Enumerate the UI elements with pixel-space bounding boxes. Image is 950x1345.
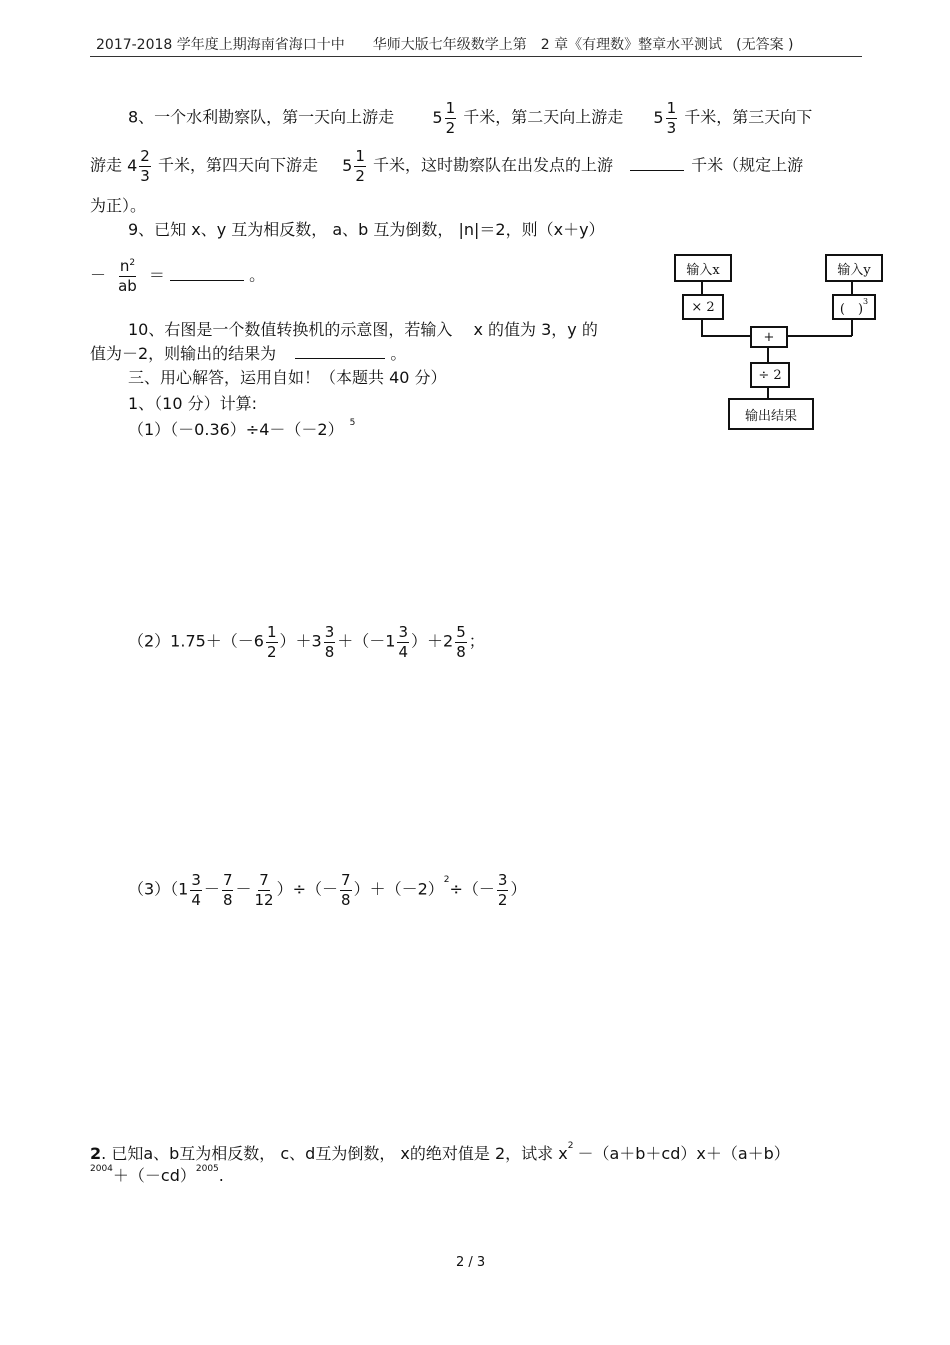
question-9-line-2 bbox=[90, 258, 265, 294]
q9-minus: － bbox=[90, 265, 107, 285]
q10-answer-blank[interactable] bbox=[295, 346, 385, 359]
sub2-f1-den: 2 bbox=[267, 642, 277, 661]
q8-m1-frac bbox=[445, 100, 457, 136]
p2-d: . bbox=[218, 1166, 224, 1185]
problem-1-sub-3 bbox=[128, 872, 526, 908]
q8-m1-num: 1 bbox=[445, 99, 456, 117]
q8-m4-den: 2 bbox=[355, 166, 365, 185]
sub3-f1-den: 4 bbox=[191, 890, 201, 909]
q8-text-1: 8、一个水利勘察队，第一天向上游走 bbox=[128, 107, 395, 127]
q8-text-3: 千米，第三天向下 bbox=[684, 107, 813, 127]
sub3-e-sup: 2 bbox=[443, 875, 450, 886]
sub3-f5-num: 3 bbox=[497, 871, 508, 889]
diagram-line-left-across bbox=[701, 335, 750, 337]
q8-m3-frac bbox=[139, 148, 151, 184]
q8-m4-frac bbox=[354, 148, 366, 184]
diagram-line-right-across bbox=[786, 335, 852, 337]
sub2-d: ）＋2 bbox=[411, 631, 454, 651]
sub3-f2-num: 7 bbox=[222, 871, 233, 889]
sub3-f2-den: 8 bbox=[222, 890, 233, 909]
sub3-f4-den: 8 bbox=[341, 890, 351, 909]
sub1-sup: 5 bbox=[349, 417, 356, 428]
q8-m3-whole: 4 bbox=[127, 155, 138, 175]
q8-mixed-2 bbox=[653, 99, 679, 137]
sub2-frac-2 bbox=[324, 624, 336, 660]
q8-m1-den: 2 bbox=[445, 118, 456, 137]
diagram-cube-parens: ( ) bbox=[839, 301, 864, 317]
q8-m4-whole: 5 bbox=[342, 155, 353, 175]
sub3-frac-5 bbox=[497, 872, 509, 908]
sub2-e: ； bbox=[468, 631, 485, 651]
diagram-plus: + bbox=[750, 326, 788, 348]
question-10-line-1: 10、右图是一个数值转换机的示意图，若输入 x 的值为 3，y 的 bbox=[128, 320, 598, 339]
sub3-e: ）＋（－2） bbox=[353, 879, 444, 899]
q8-mixed-3 bbox=[127, 147, 153, 185]
q8-m2-whole: 5 bbox=[653, 107, 664, 127]
sub2-f1-num: 1 bbox=[267, 623, 277, 641]
sub3-f3-num: 7 bbox=[259, 871, 269, 889]
p2-c: ＋（－cd） bbox=[112, 1166, 196, 1185]
p2-a: . 已知a、b互为相反数， c、d互为倒数， x的绝对值是 2，试求 x bbox=[101, 1144, 568, 1163]
q8-m2-num: 1 bbox=[666, 99, 677, 117]
diagram-line-div-down bbox=[767, 386, 769, 398]
header-rule bbox=[90, 56, 862, 57]
sub2-b: ）＋3 bbox=[279, 631, 322, 651]
diagram-input-y: 输入y bbox=[825, 254, 883, 282]
section-3-title: 三、用心解答，运用自如！（本题共 40 分） bbox=[128, 368, 447, 387]
diagram-times-2: × 2 bbox=[682, 294, 724, 320]
q8-mixed-1 bbox=[432, 99, 458, 137]
page-number: 2 / 3 bbox=[456, 1255, 486, 1270]
sub2-frac-4 bbox=[455, 624, 467, 660]
sub3-frac-3 bbox=[254, 872, 275, 908]
q8-m1-whole: 5 bbox=[432, 107, 443, 127]
sub3-frac-4 bbox=[340, 872, 352, 908]
sub2-f3-den: 4 bbox=[398, 642, 409, 661]
q8-text-7: 千米（规定上游 bbox=[691, 155, 804, 175]
q9-den: ab bbox=[118, 276, 137, 295]
q8-answer-blank[interactable] bbox=[630, 158, 684, 171]
sub3-h: ） bbox=[510, 879, 527, 899]
diagram-line-left-down bbox=[701, 318, 703, 336]
sub3-f4-num: 7 bbox=[341, 871, 351, 889]
diagram-output: 输出结果 bbox=[728, 398, 814, 430]
sub3-b: － bbox=[203, 879, 220, 899]
q8-text-2: 千米，第二天向上游走 bbox=[463, 107, 624, 127]
sub3-f5-den: 2 bbox=[497, 890, 508, 909]
sub2-frac-3 bbox=[397, 624, 409, 660]
diagram-div-2: ÷ 2 bbox=[750, 362, 790, 388]
q9-num-sup: 2 bbox=[129, 258, 136, 268]
sub2-frac-1 bbox=[266, 624, 278, 660]
sub2-f2-den: 8 bbox=[324, 642, 335, 661]
q9-eq: ＝ bbox=[148, 265, 165, 285]
sub2-f2-num: 3 bbox=[324, 623, 335, 641]
q8-text-5: 千米，第四天向下游走 bbox=[157, 155, 318, 175]
sub3-f3-den: 12 bbox=[254, 890, 274, 909]
problem-2-line-2 bbox=[90, 1163, 224, 1185]
p2-b: －（a＋b＋cd）x＋（a＋b） bbox=[577, 1144, 790, 1163]
question-8-line-1 bbox=[128, 100, 812, 136]
question-9-line-1: 9、已知 x、y 互为相反数， a、b 互为倒数， |n|＝2，则（x＋y） bbox=[128, 220, 605, 239]
page-header: 2017-2018 学年度上期海南省海口十中 华师大版七年级数学上第 2 章《有理数》整章水平测试 (无答案 ) bbox=[96, 37, 794, 53]
sub2-a: （2）1.75＋（－6 bbox=[128, 631, 264, 651]
q8-m4-num: 1 bbox=[355, 147, 365, 165]
q8-m2-den: 3 bbox=[666, 118, 677, 137]
q9-numerator bbox=[119, 258, 136, 277]
problem-2-line-1 bbox=[90, 1140, 790, 1163]
diagram-cube bbox=[832, 294, 876, 320]
q9-num: n bbox=[119, 257, 130, 275]
q9-fraction bbox=[117, 258, 138, 294]
sub2-f3-num: 3 bbox=[398, 623, 409, 641]
problem-1-sub-1 bbox=[128, 417, 356, 439]
problem-1-sub-2 bbox=[128, 624, 485, 660]
q10-text: 值为－2，则输出的结果为 bbox=[90, 344, 277, 363]
q8-text-6: 千米，这时勘察队在出发点的上游 bbox=[372, 155, 613, 175]
q9-end: 。 bbox=[249, 265, 266, 285]
q8-m2-frac bbox=[666, 100, 678, 136]
p2-num: 2 bbox=[90, 1144, 102, 1163]
question-8-line-2 bbox=[90, 148, 803, 184]
q8-m3-num: 2 bbox=[140, 147, 150, 165]
sub3-a: （3）（1 bbox=[128, 879, 189, 899]
q8-mixed-4 bbox=[342, 147, 368, 185]
sub3-frac-1 bbox=[190, 872, 202, 908]
q10-end: 。 bbox=[390, 344, 407, 363]
p2-sup-2004: 2004 bbox=[90, 1163, 113, 1174]
question-8-line-3: 为正）。 bbox=[90, 196, 147, 215]
sub2-f4-num: 5 bbox=[456, 623, 466, 641]
sub3-frac-2 bbox=[222, 872, 234, 908]
diagram-input-x: 输入x bbox=[674, 254, 732, 282]
question-10-line-2 bbox=[90, 346, 406, 362]
p2-a-sup: 2 bbox=[567, 1140, 574, 1151]
sub3-f1-num: 3 bbox=[191, 871, 201, 889]
sub2-f4-den: 8 bbox=[456, 642, 466, 661]
diagram-line-y-down bbox=[851, 280, 853, 294]
q8-text-4: 游走 bbox=[90, 155, 123, 175]
diagram-line-plus-down bbox=[767, 346, 769, 362]
sub3-g: ÷（－ bbox=[449, 879, 495, 899]
sub1-expr: （1）（－0.36）÷4－（－2） bbox=[128, 420, 344, 439]
sub3-d: ）÷（－ bbox=[276, 879, 339, 899]
diagram-line-right-down bbox=[851, 318, 853, 336]
sub2-c: ＋（－1 bbox=[337, 631, 396, 651]
problem-1-title: 1、（10 分）计算: bbox=[128, 394, 258, 413]
p2-sup-2005: 2005 bbox=[195, 1163, 219, 1174]
sub3-c: － bbox=[235, 879, 252, 899]
q8-m3-den: 3 bbox=[140, 166, 150, 185]
diagram-line-x-down bbox=[701, 280, 703, 294]
q9-answer-blank[interactable] bbox=[170, 268, 244, 281]
diagram-cube-sup: 3 bbox=[863, 296, 869, 306]
